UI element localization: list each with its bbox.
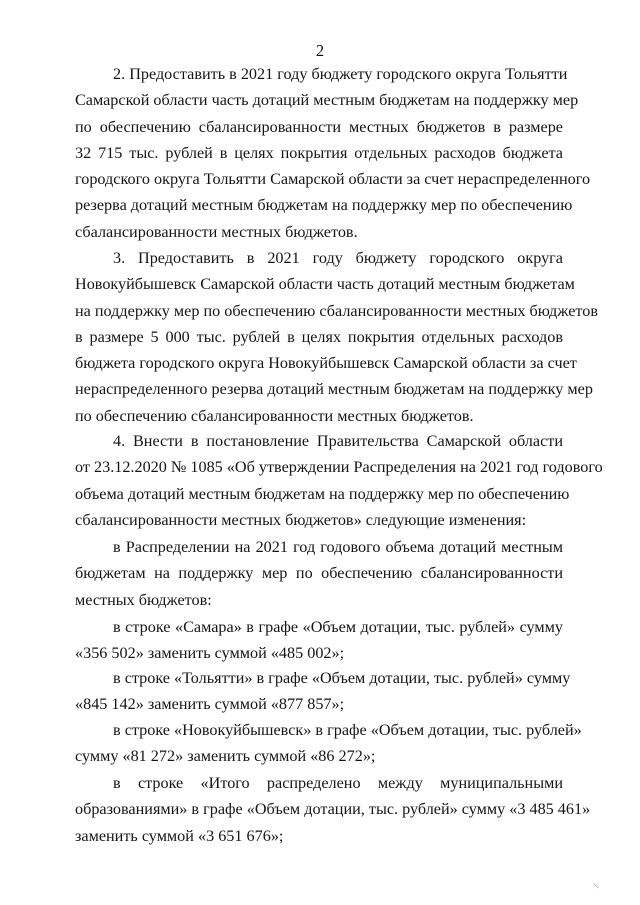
text-line: в строке «Тольятти» в графе «Объем дотации, тыс. рублей» сумму	[113, 669, 571, 687]
paragraph-item-4	[75, 428, 603, 533]
text-line: объема дотаций местным бюджетам на поддержку мер по обеспечению	[75, 484, 570, 503]
text-line: 2. Предоставить в 2021 году бюджету городского округа Тольятти	[113, 65, 568, 83]
text-line: заменить суммой «3 651 676»;	[75, 826, 284, 845]
text-line: «845 142» заменить суммой «877 857»;	[75, 695, 345, 714]
text-line: 4. Внести в постановление Правительства Самарской области	[113, 432, 563, 450]
text-line: в Распределении на 2021 год годового объема дотаций местным	[113, 538, 563, 556]
text-line: от 23.12.2020 № 1085 «Об утверждении Распределения на 2021 год годового	[75, 458, 603, 477]
text-line: сбалансированности местных бюджетов.	[75, 222, 358, 241]
text-line: в строке «Самара» в графе «Объем дотации, тыс. рублей» сумму	[113, 618, 563, 636]
paragraph-item-2	[75, 61, 591, 245]
paragraph-samara	[75, 614, 563, 667]
text-line: по обеспечению сбалансированности местных бюджетов в размере	[75, 117, 563, 136]
text-line: на поддержку мер по обеспечению сбалансированности местных бюджетов	[75, 301, 598, 320]
paragraph-total	[75, 770, 591, 849]
text-line: в размере 5 000 тыс. рублей в целях покрытия отдельных расходов	[75, 327, 563, 346]
text-line: бюджета городского округа Новокуйбышевск Самарской области за счет	[75, 354, 577, 373]
text-line: 32 715 тыс. рублей в целях покрытия отдельных расходов бюджета	[75, 143, 563, 162]
paragraph-togliatti	[75, 665, 571, 718]
text-line: в строке «Новокуйбышевск» в графе «Объем дотации, тыс. рублей»	[113, 721, 582, 739]
text-line: резерва дотаций местным бюджетам на поддержку мер по обеспечению	[75, 196, 573, 215]
text-line: сумму «81 272» заменить суммой «86 272»;	[75, 747, 376, 766]
paragraph-novokuybyshevsk	[75, 717, 582, 770]
text-line: «356 502» заменить суммой «485 002»;	[75, 644, 345, 663]
text-line: нераспределенного резерва дотаций местным бюджетам на поддержку мер	[75, 380, 593, 399]
paragraph-distribution	[75, 534, 563, 613]
text-line: Новокуйбышевск Самарской области часть дотаций местным бюджетам	[75, 275, 575, 294]
paragraph-item-3	[75, 245, 598, 429]
text-line: сбалансированности местных бюджетов» следующие изменения:	[75, 510, 527, 529]
text-line: Самарской области часть дотаций местным бюджетам на поддержку мер	[75, 91, 579, 110]
text-line: по обеспечению сбалансированности местных бюджетов.	[75, 406, 474, 425]
text-line: 3. Предоставить в 2021 году бюджету городского округа	[113, 249, 563, 267]
text-line: образованиями» в графе «Объем дотации, тыс. рублей» сумму «3 485 461»	[75, 800, 591, 819]
text-line: в строке «Итого распределено между муниципальными	[113, 774, 563, 792]
scan-mark: \	[592, 881, 600, 891]
text-line: бюджетам на поддержку мер по обеспечению сбалансированности	[75, 564, 563, 583]
text-line: местных бюджетов:	[75, 590, 212, 609]
text-line: городского округа Тольятти Самарской области за счет нераспределенного	[75, 170, 591, 189]
page-number: 2	[315, 41, 325, 60]
